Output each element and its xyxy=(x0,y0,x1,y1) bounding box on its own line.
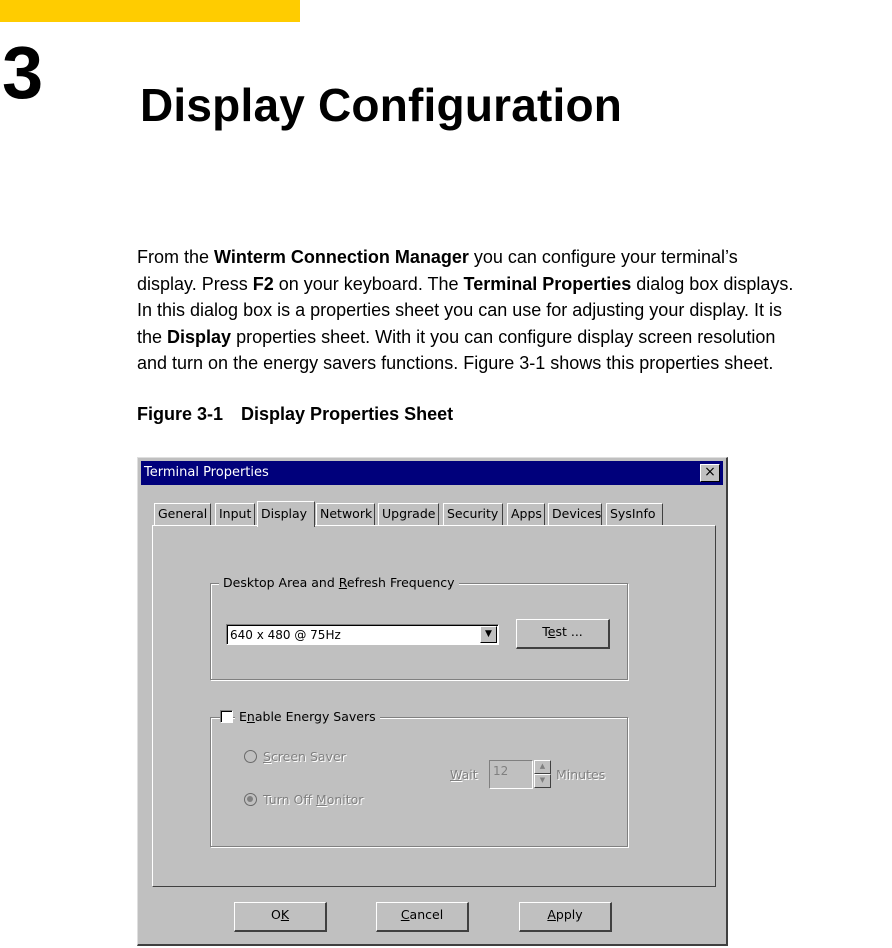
chapter-title: Display Configuration xyxy=(140,79,623,131)
apply-button[interactable]: Apply xyxy=(519,902,612,932)
wait-label: Wait xyxy=(450,767,478,782)
tab-devices[interactable]: Devices xyxy=(548,503,602,525)
resolution-value: 640 x 480 @ 75Hz xyxy=(230,628,341,642)
spin-down-icon[interactable]: ▼ xyxy=(534,774,551,788)
close-icon[interactable]: × xyxy=(700,464,720,482)
desktop-area-group xyxy=(210,575,628,680)
desktop-area-group-label: Desktop Area and Refresh Frequency xyxy=(219,575,459,590)
figure-title: Display Properties Sheet xyxy=(241,404,454,424)
terminal-properties-dialog xyxy=(137,457,728,946)
cancel-button[interactable]: Cancel xyxy=(376,902,469,932)
chapter-number: 3 xyxy=(2,31,44,114)
ok-button[interactable]: OK xyxy=(234,902,327,932)
energy-savers-group xyxy=(210,709,628,847)
enable-energy-savers-checkbox[interactable] xyxy=(220,710,233,723)
dialog-titlebar[interactable] xyxy=(141,461,723,485)
turn-off-monitor-radio[interactable] xyxy=(244,793,257,806)
figure-number: Figure 3-1 xyxy=(137,404,224,424)
spin-up-icon[interactable]: ▲ xyxy=(534,760,551,774)
intro-paragraph: From the Winterm Connection Manager you can configure your terminal’s display. Press F2 on your keyboard. The Terminal Properties dialog box displays. In this dialog box is a properties sheet you can use for adjusting your display. It is the Display properties sheet. With it you can configure display screen resolution and turn on the energy savers functions. Figure 3-1 shows this properties sheet. xyxy=(137,247,794,373)
enable-energy-savers-label[interactable]: Enable Energy Savers xyxy=(235,709,380,724)
figure-caption xyxy=(137,404,453,425)
minutes-label: Minutes xyxy=(556,767,606,782)
tab-upgrade[interactable]: Upgrade xyxy=(378,503,439,525)
chapter-color-bar xyxy=(0,0,300,22)
tab-input[interactable]: Input xyxy=(215,503,255,525)
tab-display[interactable]: Display xyxy=(257,501,315,527)
display-tab-panel xyxy=(152,525,716,887)
wait-minutes-input[interactable]: 12 xyxy=(489,760,533,789)
dialog-title: Terminal Properties xyxy=(144,465,269,480)
resolution-dropdown[interactable] xyxy=(226,624,499,645)
chevron-down-icon[interactable]: ▼ xyxy=(480,626,497,643)
screen-saver-radio[interactable] xyxy=(244,750,257,763)
tab-general[interactable]: General xyxy=(154,503,211,525)
turn-off-monitor-label: Turn Off Monitor xyxy=(263,792,364,807)
test-button[interactable]: Test ... xyxy=(516,619,610,649)
tab-sysinfo[interactable]: SysInfo xyxy=(606,503,663,525)
tab-security[interactable]: Security xyxy=(443,503,503,525)
screen-saver-label: Screen Saver xyxy=(263,749,346,764)
tab-apps[interactable]: Apps xyxy=(507,503,545,525)
tab-network[interactable]: Network xyxy=(316,503,375,525)
